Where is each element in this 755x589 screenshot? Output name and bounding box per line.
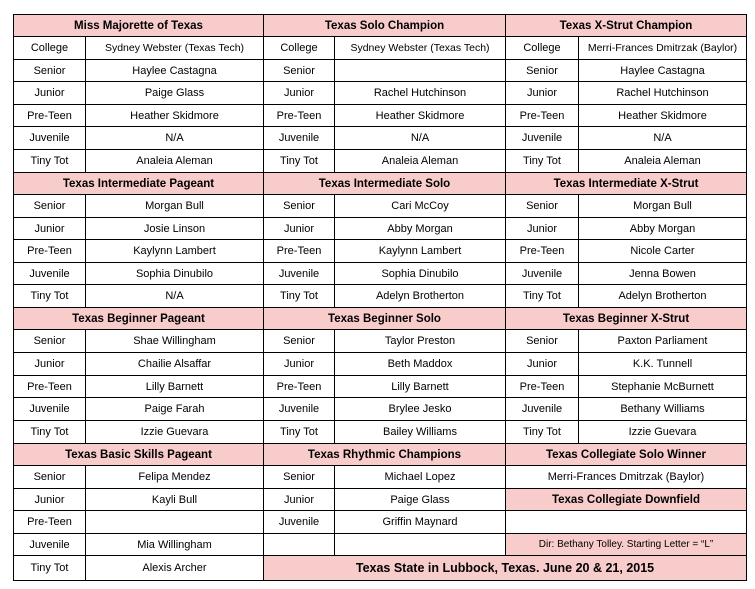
winner-cell: Haylee Castagna <box>86 60 264 82</box>
winner-cell: Abby Morgan <box>335 218 506 240</box>
collegiate-downfield-winner <box>506 511 747 534</box>
division-cell: College <box>264 37 335 60</box>
winner-cell: Merri-Frances Dmitrzak (Baylor) <box>579 37 747 60</box>
winner-cell <box>86 511 264 534</box>
winner-cell: Rachel Hutchinson <box>335 82 506 105</box>
winner-cell: Jenna Bowen <box>579 263 747 285</box>
winner-cell: Shae Willingham <box>86 330 264 353</box>
division-cell <box>264 534 335 556</box>
section-header: Texas Beginner X-Strut <box>506 308 747 330</box>
section-header: Texas Intermediate Pageant <box>14 173 264 195</box>
section-header: Texas Intermediate X-Strut <box>506 173 747 195</box>
winner-cell: Beth Maddox <box>335 353 506 376</box>
division-cell: Tiny Tot <box>506 150 579 173</box>
winner-cell: Felipa Mendez <box>86 466 264 489</box>
winner-cell: Analeia Aleman <box>86 150 264 173</box>
division-cell: Juvenile <box>14 398 86 421</box>
division-cell: Juvenile <box>264 263 335 285</box>
division-cell: Pre-Teen <box>14 511 86 534</box>
winner-cell: Bailey Williams <box>335 421 506 444</box>
winner-cell: Morgan Bull <box>86 195 264 218</box>
winner-cell: Paige Glass <box>335 489 506 511</box>
division-cell: Juvenile <box>264 398 335 421</box>
division-cell: Junior <box>264 82 335 105</box>
winner-cell: Abby Morgan <box>579 218 747 240</box>
collegiate-solo-winner: Merri-Frances Dmitrzak (Baylor) <box>506 466 747 489</box>
division-cell: Junior <box>264 218 335 240</box>
division-cell: Juvenile <box>506 127 579 150</box>
winner-cell: Michael Lopez <box>335 466 506 489</box>
winner-cell: Stephanie McBurnett <box>579 376 747 398</box>
division-cell: Junior <box>264 489 335 511</box>
division-cell: Senior <box>506 60 579 82</box>
winner-cell: Kaylynn Lambert <box>86 240 264 263</box>
division-cell: Junior <box>264 353 335 376</box>
winner-cell: Alexis Archer <box>86 556 264 581</box>
winner-cell: Sydney Webster (Texas Tech) <box>335 37 506 60</box>
division-cell: Tiny Tot <box>506 421 579 444</box>
division-cell: Pre-Teen <box>506 240 579 263</box>
division-cell: Senior <box>264 466 335 489</box>
winner-cell: K.K. Tunnell <box>579 353 747 376</box>
winner-cell: Taylor Preston <box>335 330 506 353</box>
division-cell: Tiny Tot <box>14 556 86 581</box>
winner-cell: Izzie Guevara <box>579 421 747 444</box>
division-cell: Senior <box>506 330 579 353</box>
winner-cell: Heather Skidmore <box>335 105 506 127</box>
winner-cell: Sophia Dinubilo <box>86 263 264 285</box>
division-cell: College <box>506 37 579 60</box>
winner-cell: Heather Skidmore <box>579 105 747 127</box>
winner-cell: N/A <box>86 285 264 308</box>
winner-cell: Cari McCoy <box>335 195 506 218</box>
division-cell: Pre-Teen <box>14 105 86 127</box>
winner-cell: N/A <box>579 127 747 150</box>
results-table <box>13 14 747 581</box>
division-cell: Senior <box>14 195 86 218</box>
division-cell: Pre-Teen <box>264 240 335 263</box>
director-note: Dir: Bethany Tolley. Starting Letter = “L” <box>506 534 747 556</box>
winner-cell: Sydney Webster (Texas Tech) <box>86 37 264 60</box>
division-cell: Pre-Teen <box>14 376 86 398</box>
division-cell: Pre-Teen <box>264 376 335 398</box>
winner-cell: Analeia Aleman <box>335 150 506 173</box>
division-cell: Juvenile <box>506 263 579 285</box>
winner-cell: Bethany Williams <box>579 398 747 421</box>
division-cell: Juvenile <box>14 263 86 285</box>
section-header: Texas Beginner Solo <box>264 308 506 330</box>
winner-cell: Morgan Bull <box>579 195 747 218</box>
division-cell: Junior <box>14 353 86 376</box>
winner-cell <box>335 534 506 556</box>
division-cell: Junior <box>14 218 86 240</box>
winner-cell: Lilly Barnett <box>86 376 264 398</box>
winner-cell: Brylee Jesko <box>335 398 506 421</box>
section-header: Texas Solo Champion <box>264 15 506 37</box>
winner-cell: Griffin Maynard <box>335 511 506 534</box>
division-cell: Senior <box>14 60 86 82</box>
section-header: Texas X-Strut Champion <box>506 15 747 37</box>
division-cell: Juvenile <box>264 511 335 534</box>
winner-cell: Paige Farah <box>86 398 264 421</box>
section-header: Texas Rhythmic Champions <box>264 444 506 466</box>
collegiate-solo-header: Texas Collegiate Solo Winner <box>506 444 747 466</box>
winner-cell: Analeia Aleman <box>579 150 747 173</box>
division-cell: Tiny Tot <box>264 150 335 173</box>
division-cell: Pre-Teen <box>506 376 579 398</box>
event-footer: Texas State in Lubbock, Texas. June 20 & 21, 2015 <box>264 556 747 581</box>
division-cell: Juvenile <box>14 127 86 150</box>
winner-cell: Kayli Bull <box>86 489 264 511</box>
division-cell: Tiny Tot <box>264 285 335 308</box>
division-cell: Tiny Tot <box>264 421 335 444</box>
division-cell: Juvenile <box>264 127 335 150</box>
division-cell: Pre-Teen <box>264 105 335 127</box>
division-cell: Tiny Tot <box>506 285 579 308</box>
division-cell: Junior <box>506 82 579 105</box>
collegiate-downfield-header: Texas Collegiate Downfield <box>506 489 747 511</box>
division-cell: Pre-Teen <box>506 105 579 127</box>
winner-cell: Paxton Parliament <box>579 330 747 353</box>
division-cell: Senior <box>506 195 579 218</box>
winner-cell: Izzie Guevara <box>86 421 264 444</box>
division-cell: Tiny Tot <box>14 285 86 308</box>
division-cell: Junior <box>14 82 86 105</box>
winner-cell: Paige Glass <box>86 82 264 105</box>
winner-cell: Kaylynn Lambert <box>335 240 506 263</box>
winner-cell: Nicole Carter <box>579 240 747 263</box>
division-cell: Junior <box>506 353 579 376</box>
winner-cell: N/A <box>335 127 506 150</box>
winner-cell: N/A <box>86 127 264 150</box>
winner-cell: Heather Skidmore <box>86 105 264 127</box>
division-cell: College <box>14 37 86 60</box>
division-cell: Senior <box>264 60 335 82</box>
division-cell: Pre-Teen <box>14 240 86 263</box>
division-cell: Senior <box>264 330 335 353</box>
winner-cell: Josie Linson <box>86 218 264 240</box>
winner-cell: Sophia Dinubilo <box>335 263 506 285</box>
winner-cell: Adelyn Brotherton <box>335 285 506 308</box>
section-header: Miss Majorette of Texas <box>14 15 264 37</box>
division-cell: Senior <box>14 466 86 489</box>
division-cell: Tiny Tot <box>14 421 86 444</box>
division-cell: Tiny Tot <box>14 150 86 173</box>
section-header: Texas Intermediate Solo <box>264 173 506 195</box>
winner-cell: Adelyn Brotherton <box>579 285 747 308</box>
winner-cell: Chailie Alsaffar <box>86 353 264 376</box>
division-cell: Junior <box>14 489 86 511</box>
winner-cell: Rachel Hutchinson <box>579 82 747 105</box>
division-cell: Senior <box>14 330 86 353</box>
division-cell: Juvenile <box>14 534 86 556</box>
winner-cell: Mia Willingham <box>86 534 264 556</box>
division-cell: Junior <box>506 218 579 240</box>
section-header: Texas Beginner Pageant <box>14 308 264 330</box>
division-cell: Juvenile <box>506 398 579 421</box>
division-cell: Senior <box>264 195 335 218</box>
winner-cell <box>335 60 506 82</box>
winner-cell: Haylee Castagna <box>579 60 747 82</box>
winner-cell: Lilly Barnett <box>335 376 506 398</box>
section-header: Texas Basic Skills Pageant <box>14 444 264 466</box>
